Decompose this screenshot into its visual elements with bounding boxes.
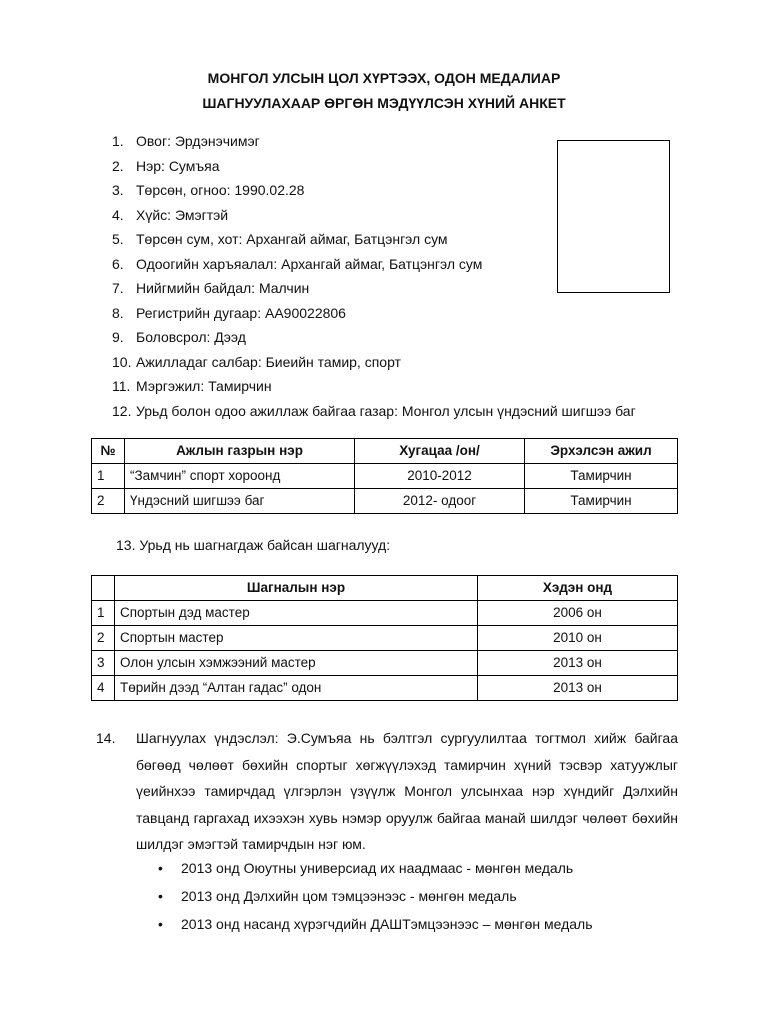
- medal-text: 2013 онд Оюутны универсиад их наадмаас - мөнгөн медаль: [181, 860, 574, 876]
- list-item: [112, 376, 672, 401]
- list-item: [112, 352, 672, 377]
- table-cell: 1: [92, 464, 125, 489]
- item-number: 6.: [112, 255, 124, 272]
- table-cell: Олон улсын хэмжээний мастер: [115, 651, 478, 676]
- justification-paragraph: [96, 725, 678, 858]
- item-number: 14.: [96, 730, 116, 746]
- item-text: Хүйс: Эмэгтэй: [136, 206, 229, 223]
- table-cell: Тамирчин: [525, 489, 678, 514]
- table-header-row: [92, 576, 678, 601]
- list-item: [158, 856, 593, 884]
- table-cell: 3: [92, 651, 115, 676]
- list-item: [112, 180, 672, 205]
- table-cell: “Замчин” спорт хороонд: [125, 464, 355, 489]
- item-text: Одоогийн харъяалал: Архангай аймаг, Батцэнгэл сум: [136, 255, 483, 272]
- list-item: [112, 229, 672, 254]
- item-text: Төрсөн, огноо: 1990.02.28: [136, 182, 305, 198]
- table-cell: 2: [92, 489, 125, 514]
- table-row: [92, 601, 678, 626]
- item-text: Боловсрол: Дээд: [136, 329, 246, 345]
- table-row: [92, 626, 678, 651]
- item-number: 4.: [112, 206, 124, 223]
- table-cell: 2006 он: [478, 601, 678, 626]
- list-item: [112, 254, 672, 279]
- table-cell: Спортын мастер: [115, 626, 478, 651]
- item-number: 5.: [112, 231, 124, 247]
- item-text: Нийгмийн байдал: Малчин: [136, 280, 310, 296]
- column-header: Шагналын нэр: [115, 576, 478, 601]
- list-item: [112, 156, 672, 181]
- column-header: Ажлын газрын нэр: [125, 439, 355, 464]
- item-number: 7.: [112, 280, 124, 296]
- item-text: Овог: Эрдэнэчимэг: [136, 133, 260, 149]
- table-cell: 2012- одоог: [355, 489, 525, 514]
- list-item: [112, 205, 672, 230]
- column-header: Хэдэн онд: [478, 576, 678, 601]
- item-number: 12.: [112, 402, 132, 419]
- table-cell: 1: [92, 601, 115, 626]
- work-history-table: [91, 438, 678, 514]
- table-cell: 2013 он: [478, 676, 678, 701]
- list-item: [112, 131, 672, 156]
- document-title-line1: МОНГОЛ УЛСЫН ЦОЛ ХҮРТЭЭХ, ОДОН МЕДАЛИАР: [207, 70, 561, 86]
- list-item: [158, 884, 593, 912]
- item-text: Ажилладаг салбар: Биеийн тамир, спорт: [136, 353, 401, 370]
- table-cell: Үндэсний шигшээ баг: [125, 489, 355, 514]
- table-row: [92, 464, 678, 489]
- list-item: [112, 278, 672, 303]
- bullet-icon: •: [158, 860, 163, 876]
- medal-text: 2013 онд насанд хүрэгчдийн ДАШТэмцээнээс – мөнгөн медаль: [181, 916, 593, 932]
- table-cell: 2: [92, 626, 115, 651]
- table-row: [92, 651, 678, 676]
- item-number: 1.: [112, 133, 124, 149]
- item-text: Урьд болон одоо ажиллаж байгаа газар: Монгол улсын үндэсний шигшээ баг: [136, 402, 636, 419]
- personal-info-list: [112, 131, 672, 425]
- awards-table: [91, 575, 678, 701]
- item-text: Регистрийн дугаар: АА90022806: [136, 304, 346, 321]
- document-title-line2: ШАГНУУЛАХААР ӨРГӨН МЭДҮҮЛСЭН ХҮНИЙ АНКЕТ: [202, 95, 566, 111]
- column-header: Эрхэлсэн ажил: [525, 439, 678, 464]
- list-item: [112, 401, 672, 426]
- list-item: [112, 327, 672, 352]
- table-cell: 4: [92, 676, 115, 701]
- item-number: 2.: [112, 157, 124, 174]
- table-row: [92, 489, 678, 514]
- list-item: [158, 912, 593, 940]
- bullet-icon: •: [158, 888, 163, 904]
- item-number: 11.: [112, 378, 131, 394]
- item-number: 3.: [112, 182, 124, 198]
- item-number: 8.: [112, 304, 124, 321]
- table-cell: 2013 он: [478, 651, 678, 676]
- awards-heading: 13. Урьд нь шагнагдаж байсан шагналууд:: [116, 537, 391, 553]
- list-item: [112, 303, 672, 328]
- table-header-row: [92, 439, 678, 464]
- medals-list: [158, 856, 593, 940]
- table-cell: 2010 он: [478, 626, 678, 651]
- table-cell: Спортын дэд мастер: [115, 601, 478, 626]
- table-cell: Төрийн дээд “Алтан гадас” одон: [115, 676, 478, 701]
- column-header: Хугацаа /он/: [355, 439, 525, 464]
- item-text: Нэр: Сумъяа: [136, 157, 220, 174]
- table-cell: Тамирчин: [525, 464, 678, 489]
- table-row: [92, 676, 678, 701]
- column-header: №: [92, 439, 125, 464]
- medal-text: 2013 онд Дэлхийн цом тэмцээнээс - мөнгөн медаль: [181, 888, 517, 904]
- item-number: 10.: [112, 353, 132, 370]
- table-cell: 2010-2012: [355, 464, 525, 489]
- column-header: [92, 576, 115, 601]
- item-text: Мэргэжил: Тамирчин: [136, 378, 272, 394]
- bullet-icon: •: [158, 916, 163, 932]
- justification-text: Шагнуулах үндэслэл: Э.Сумъяа нь бэлтгэл сургуулилтаа тогтмол хийж байгаа бөгөөд чөлөөт бөхийн спортыг хөгжүүлэхэд тамирчин хүний тэсвэр хатуужлыг үеийнхээ тамирчдад үлгэрлэн үзүүлж Монгол улсынхаа нэр хүндийг Дэлхийн тавцанд гаргахад ихээхэн хувь нэмэр оруулж байгаа манай шилдэг чөлөөт бөхийн шилдэг эмэгтэй тамирчдын нэг юм.: [136, 730, 678, 852]
- item-number: 9.: [112, 329, 124, 345]
- item-text: Төрсөн сум, хот: Архангай аймаг, Батцэнгэл сум: [136, 231, 448, 247]
